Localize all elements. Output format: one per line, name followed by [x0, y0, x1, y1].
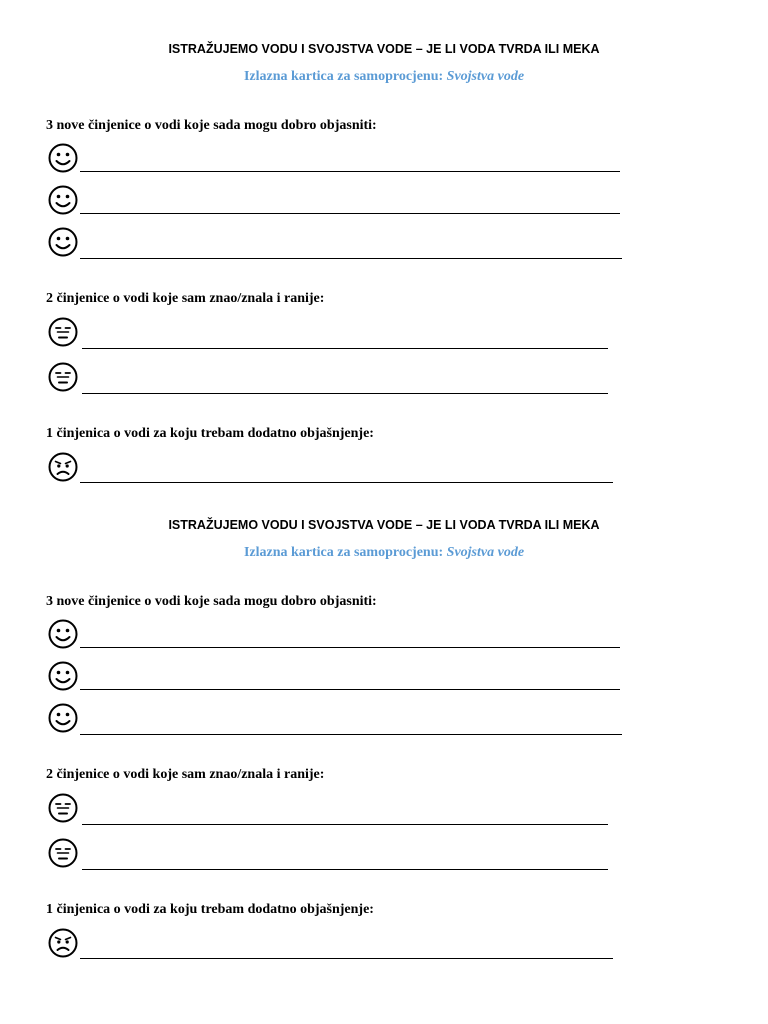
- smiling-face-icon: [47, 618, 79, 650]
- section-heading-known-facts: 2 činjenice o vodi koje sam znao/znala i ranije:: [46, 767, 325, 782]
- smiling-face-icon: [47, 702, 79, 734]
- section-heading-needs-explanation: 1 činjenica o vodi za koju trebam dodatno objašnjenje:: [46, 426, 374, 441]
- worried-face-icon: [47, 451, 79, 483]
- section-heading-known-facts: 2 činjenice o vodi koje sam znao/znala i ranije:: [46, 291, 325, 306]
- answer-line[interactable]: [80, 482, 613, 483]
- answer-line[interactable]: [80, 958, 613, 959]
- neutral-face-icon: [47, 837, 79, 869]
- card-subtitle: [0, 69, 768, 85]
- exit-card: [0, 40, 768, 510]
- subtitle-topic: Svojstva vode: [446, 69, 525, 84]
- worried-face-icon: [47, 927, 79, 959]
- answer-line[interactable]: [82, 393, 608, 394]
- smiling-face-icon: [47, 226, 79, 258]
- smiling-face-icon: [47, 660, 79, 692]
- section-heading-needs-explanation: 1 činjenica o vodi za koju trebam dodatno objašnjenje:: [46, 902, 374, 917]
- card-title: ISTRAŽUJEMO VODU I SVOJSTVA VODE – JE LI VODA TVRDA ILI MEKA: [168, 518, 600, 532]
- answer-line[interactable]: [80, 213, 620, 214]
- section-heading-new-facts: 3 nove činjenice o vodi koje sada mogu dobro objasniti:: [46, 594, 377, 609]
- subtitle-prefix: Izlazna kartica za samoprocjenu:: [243, 69, 447, 84]
- answer-line[interactable]: [82, 869, 608, 870]
- section-heading-new-facts: 3 nove činjenice o vodi koje sada mogu dobro objasniti:: [46, 118, 377, 133]
- answer-line[interactable]: [80, 689, 620, 690]
- smiling-face-icon: [47, 184, 79, 216]
- smiling-face-icon: [47, 142, 79, 174]
- answer-line[interactable]: [80, 171, 620, 172]
- answer-line[interactable]: [80, 647, 620, 648]
- neutral-face-icon: [47, 316, 79, 348]
- card-title: ISTRAŽUJEMO VODU I SVOJSTVA VODE – JE LI VODA TVRDA ILI MEKA: [168, 42, 600, 56]
- answer-line[interactable]: [80, 258, 622, 259]
- subtitle-prefix: Izlazna kartica za samoprocjenu:: [243, 545, 447, 560]
- exit-card: [0, 516, 768, 986]
- subtitle-topic: Svojstva vode: [446, 545, 525, 560]
- answer-line[interactable]: [80, 734, 622, 735]
- neutral-face-icon: [47, 792, 79, 824]
- answer-line[interactable]: [82, 348, 608, 349]
- card-subtitle: [0, 545, 768, 561]
- neutral-face-icon: [47, 361, 79, 393]
- answer-line[interactable]: [82, 824, 608, 825]
